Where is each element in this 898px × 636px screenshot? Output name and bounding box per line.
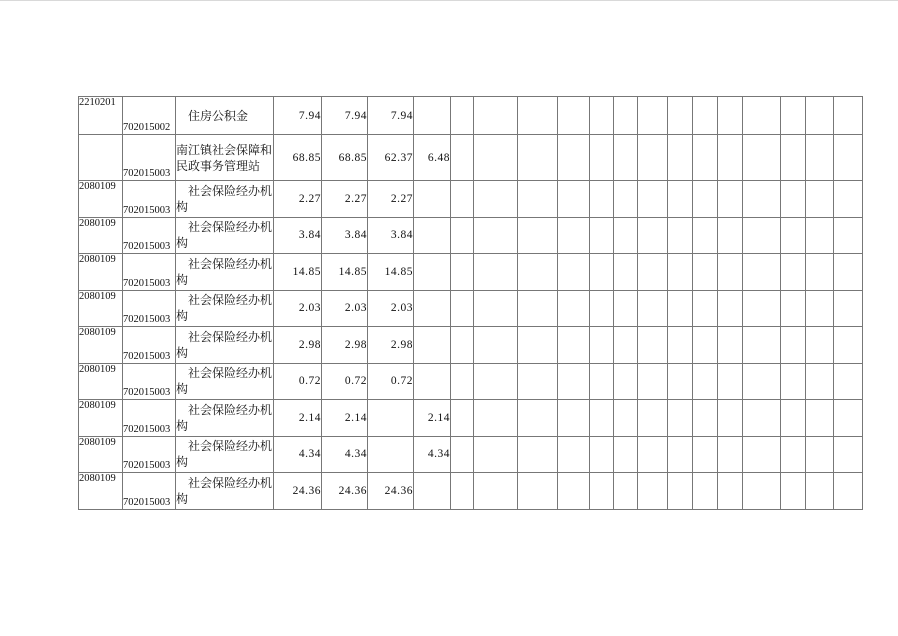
- empty-cell: [590, 97, 614, 135]
- empty-cell: [718, 290, 743, 327]
- value-cell: 0.72: [274, 363, 322, 400]
- empty-cell: [693, 290, 718, 327]
- empty-cell: [558, 400, 590, 437]
- empty-cell: [668, 327, 693, 364]
- value-cell: 2.27: [274, 181, 322, 218]
- value-cell: [414, 327, 451, 364]
- unit-code-cell: 702015003: [123, 135, 176, 181]
- unit-name-cell: 社会保险经办机构: [176, 254, 274, 291]
- table-row: [79, 97, 863, 135]
- empty-cell: [718, 400, 743, 437]
- value-cell: 4.34: [322, 436, 368, 473]
- empty-cell: [668, 217, 693, 254]
- value-cell: 2.14: [414, 400, 451, 437]
- empty-cell: [451, 436, 474, 473]
- empty-cell: [834, 290, 863, 327]
- empty-cell: [668, 97, 693, 135]
- value-cell: 68.85: [274, 135, 322, 181]
- unit-code-cell: 702015003: [123, 181, 176, 218]
- empty-cell: [451, 290, 474, 327]
- value-cell: 2.98: [368, 327, 414, 364]
- empty-cell: [518, 327, 558, 364]
- func-code-cell: 2080109: [79, 217, 123, 254]
- value-cell: 2.03: [322, 290, 368, 327]
- unit-code-cell: 702015003: [123, 254, 176, 291]
- empty-cell: [668, 290, 693, 327]
- empty-cell: [693, 400, 718, 437]
- empty-cell: [474, 363, 518, 400]
- value-cell: 14.85: [274, 254, 322, 291]
- table-body: [79, 97, 863, 510]
- empty-cell: [614, 135, 638, 181]
- empty-cell: [558, 473, 590, 510]
- empty-cell: [743, 181, 781, 218]
- empty-cell: [806, 400, 834, 437]
- empty-cell: [693, 254, 718, 291]
- empty-cell: [558, 290, 590, 327]
- empty-cell: [590, 290, 614, 327]
- empty-cell: [834, 254, 863, 291]
- empty-cell: [693, 327, 718, 364]
- empty-cell: [518, 473, 558, 510]
- value-cell: 24.36: [368, 473, 414, 510]
- value-cell: 4.34: [414, 436, 451, 473]
- value-cell: 2.98: [322, 327, 368, 364]
- value-cell: 14.85: [368, 254, 414, 291]
- empty-cell: [614, 217, 638, 254]
- empty-cell: [743, 217, 781, 254]
- empty-cell: [718, 436, 743, 473]
- empty-cell: [614, 400, 638, 437]
- func-code-cell: 2210201: [79, 97, 123, 135]
- empty-cell: [806, 363, 834, 400]
- value-cell: 2.03: [274, 290, 322, 327]
- empty-cell: [558, 97, 590, 135]
- value-cell: 2.27: [368, 181, 414, 218]
- empty-cell: [474, 97, 518, 135]
- unit-name-cell: 社会保险经办机构: [176, 473, 274, 510]
- table-row: [79, 290, 863, 327]
- value-cell: 24.36: [274, 473, 322, 510]
- value-cell: 3.84: [368, 217, 414, 254]
- empty-cell: [781, 97, 806, 135]
- func-code-cell: 2080109: [79, 254, 123, 291]
- empty-cell: [474, 436, 518, 473]
- empty-cell: [668, 135, 693, 181]
- empty-cell: [474, 217, 518, 254]
- empty-cell: [718, 254, 743, 291]
- empty-cell: [558, 363, 590, 400]
- empty-cell: [590, 254, 614, 291]
- value-cell: [414, 363, 451, 400]
- empty-cell: [718, 181, 743, 218]
- empty-cell: [451, 400, 474, 437]
- empty-cell: [693, 135, 718, 181]
- value-cell: [368, 436, 414, 473]
- empty-cell: [834, 473, 863, 510]
- table-row: [79, 217, 863, 254]
- unit-name-cell: 社会保险经办机构: [176, 181, 274, 218]
- table-row: [79, 135, 863, 181]
- empty-cell: [668, 400, 693, 437]
- empty-cell: [743, 290, 781, 327]
- empty-cell: [781, 254, 806, 291]
- empty-cell: [834, 400, 863, 437]
- empty-cell: [718, 473, 743, 510]
- empty-cell: [590, 181, 614, 218]
- empty-cell: [638, 473, 668, 510]
- empty-cell: [781, 181, 806, 218]
- empty-cell: [590, 436, 614, 473]
- empty-cell: [474, 327, 518, 364]
- empty-cell: [638, 400, 668, 437]
- empty-cell: [614, 254, 638, 291]
- unit-name-cell: 社会保险经办机构: [176, 400, 274, 437]
- func-code-cell: 2080109: [79, 400, 123, 437]
- budget-table: [78, 96, 863, 510]
- func-code-cell: 2080109: [79, 181, 123, 218]
- empty-cell: [668, 473, 693, 510]
- empty-cell: [834, 217, 863, 254]
- empty-cell: [834, 97, 863, 135]
- empty-cell: [614, 181, 638, 218]
- unit-name-cell: 社会保险经办机构: [176, 327, 274, 364]
- value-cell: [414, 217, 451, 254]
- empty-cell: [806, 135, 834, 181]
- unit-code-cell: 702015003: [123, 363, 176, 400]
- empty-cell: [834, 181, 863, 218]
- empty-cell: [638, 97, 668, 135]
- empty-cell: [743, 254, 781, 291]
- value-cell: 2.98: [274, 327, 322, 364]
- empty-cell: [590, 473, 614, 510]
- unit-code-cell: 702015002: [123, 97, 176, 135]
- empty-cell: [743, 436, 781, 473]
- value-cell: 68.85: [322, 135, 368, 181]
- value-cell: 2.27: [322, 181, 368, 218]
- value-cell: 2.14: [274, 400, 322, 437]
- empty-cell: [638, 327, 668, 364]
- empty-cell: [743, 400, 781, 437]
- table-row: [79, 363, 863, 400]
- unit-code-cell: 702015003: [123, 400, 176, 437]
- empty-cell: [451, 254, 474, 291]
- empty-cell: [806, 327, 834, 364]
- empty-cell: [590, 217, 614, 254]
- value-cell: 7.94: [322, 97, 368, 135]
- empty-cell: [693, 436, 718, 473]
- empty-cell: [718, 217, 743, 254]
- empty-cell: [614, 327, 638, 364]
- empty-cell: [638, 290, 668, 327]
- empty-cell: [590, 135, 614, 181]
- unit-code-cell: 702015003: [123, 436, 176, 473]
- table-row: [79, 181, 863, 218]
- empty-cell: [743, 97, 781, 135]
- empty-cell: [806, 181, 834, 218]
- empty-cell: [668, 436, 693, 473]
- empty-cell: [614, 363, 638, 400]
- empty-cell: [638, 254, 668, 291]
- unit-name-cell: 社会保险经办机构: [176, 290, 274, 327]
- empty-cell: [590, 327, 614, 364]
- value-cell: 3.84: [322, 217, 368, 254]
- empty-cell: [518, 217, 558, 254]
- empty-cell: [474, 254, 518, 291]
- value-cell: 14.85: [322, 254, 368, 291]
- empty-cell: [518, 254, 558, 291]
- empty-cell: [718, 363, 743, 400]
- empty-cell: [718, 327, 743, 364]
- empty-cell: [718, 135, 743, 181]
- value-cell: 2.03: [368, 290, 414, 327]
- empty-cell: [451, 363, 474, 400]
- empty-cell: [614, 97, 638, 135]
- value-cell: 24.36: [322, 473, 368, 510]
- empty-cell: [451, 217, 474, 254]
- empty-cell: [474, 135, 518, 181]
- empty-cell: [451, 97, 474, 135]
- empty-cell: [518, 97, 558, 135]
- unit-code-cell: 702015003: [123, 327, 176, 364]
- value-cell: 7.94: [368, 97, 414, 135]
- empty-cell: [693, 217, 718, 254]
- table-row: [79, 473, 863, 510]
- unit-code-cell: 702015003: [123, 290, 176, 327]
- empty-cell: [638, 217, 668, 254]
- empty-cell: [638, 135, 668, 181]
- empty-cell: [743, 135, 781, 181]
- table-row: [79, 436, 863, 473]
- empty-cell: [590, 400, 614, 437]
- empty-cell: [638, 363, 668, 400]
- empty-cell: [781, 436, 806, 473]
- empty-cell: [558, 327, 590, 364]
- table-row: [79, 327, 863, 364]
- unit-name-cell: 社会保险经办机构: [176, 436, 274, 473]
- table-row: [79, 400, 863, 437]
- value-cell: [414, 254, 451, 291]
- empty-cell: [743, 473, 781, 510]
- empty-cell: [781, 363, 806, 400]
- empty-cell: [743, 327, 781, 364]
- empty-cell: [558, 254, 590, 291]
- value-cell: [414, 473, 451, 510]
- empty-cell: [806, 473, 834, 510]
- func-code-cell: [79, 135, 123, 181]
- empty-cell: [834, 327, 863, 364]
- empty-cell: [558, 135, 590, 181]
- empty-cell: [834, 436, 863, 473]
- empty-cell: [518, 400, 558, 437]
- empty-cell: [718, 97, 743, 135]
- empty-cell: [781, 400, 806, 437]
- empty-cell: [693, 97, 718, 135]
- value-cell: 3.84: [274, 217, 322, 254]
- unit-name-cell: 社会保险经办机构: [176, 363, 274, 400]
- table-row: [79, 254, 863, 291]
- empty-cell: [781, 217, 806, 254]
- empty-cell: [668, 181, 693, 218]
- func-code-cell: 2080109: [79, 327, 123, 364]
- empty-cell: [558, 436, 590, 473]
- empty-cell: [614, 290, 638, 327]
- empty-cell: [806, 254, 834, 291]
- empty-cell: [834, 363, 863, 400]
- empty-cell: [743, 363, 781, 400]
- unit-name-cell: 住房公积金: [176, 97, 274, 135]
- value-cell: 0.72: [322, 363, 368, 400]
- empty-cell: [668, 363, 693, 400]
- empty-cell: [668, 254, 693, 291]
- empty-cell: [693, 473, 718, 510]
- empty-cell: [451, 327, 474, 364]
- empty-cell: [693, 363, 718, 400]
- empty-cell: [806, 290, 834, 327]
- empty-cell: [693, 181, 718, 218]
- unit-code-cell: 702015003: [123, 217, 176, 254]
- value-cell: 0.72: [368, 363, 414, 400]
- empty-cell: [518, 135, 558, 181]
- value-cell: 6.48: [414, 135, 451, 181]
- value-cell: [368, 400, 414, 437]
- empty-cell: [518, 436, 558, 473]
- empty-cell: [474, 181, 518, 218]
- empty-cell: [474, 473, 518, 510]
- func-code-cell: 2080109: [79, 473, 123, 510]
- empty-cell: [558, 181, 590, 218]
- empty-cell: [474, 290, 518, 327]
- func-code-cell: 2080109: [79, 290, 123, 327]
- empty-cell: [518, 363, 558, 400]
- value-cell: [414, 97, 451, 135]
- value-cell: 4.34: [274, 436, 322, 473]
- empty-cell: [451, 135, 474, 181]
- empty-cell: [806, 436, 834, 473]
- value-cell: [414, 181, 451, 218]
- unit-code-cell: 702015003: [123, 473, 176, 510]
- unit-name-cell: 南江镇社会保障和民政事务管理站: [176, 135, 274, 181]
- empty-cell: [558, 217, 590, 254]
- empty-cell: [590, 363, 614, 400]
- empty-cell: [451, 473, 474, 510]
- empty-cell: [781, 473, 806, 510]
- func-code-cell: 2080109: [79, 363, 123, 400]
- value-cell: [414, 290, 451, 327]
- empty-cell: [806, 97, 834, 135]
- empty-cell: [781, 290, 806, 327]
- func-code-cell: 2080109: [79, 436, 123, 473]
- empty-cell: [474, 400, 518, 437]
- value-cell: 7.94: [274, 97, 322, 135]
- empty-cell: [638, 181, 668, 218]
- unit-name-cell: 社会保险经办机构: [176, 217, 274, 254]
- empty-cell: [518, 290, 558, 327]
- empty-cell: [638, 436, 668, 473]
- document-page: [0, 1, 898, 636]
- value-cell: 62.37: [368, 135, 414, 181]
- empty-cell: [614, 473, 638, 510]
- empty-cell: [614, 436, 638, 473]
- empty-cell: [518, 181, 558, 218]
- empty-cell: [781, 135, 806, 181]
- empty-cell: [834, 135, 863, 181]
- empty-cell: [451, 181, 474, 218]
- empty-cell: [806, 217, 834, 254]
- empty-cell: [781, 327, 806, 364]
- value-cell: 2.14: [322, 400, 368, 437]
